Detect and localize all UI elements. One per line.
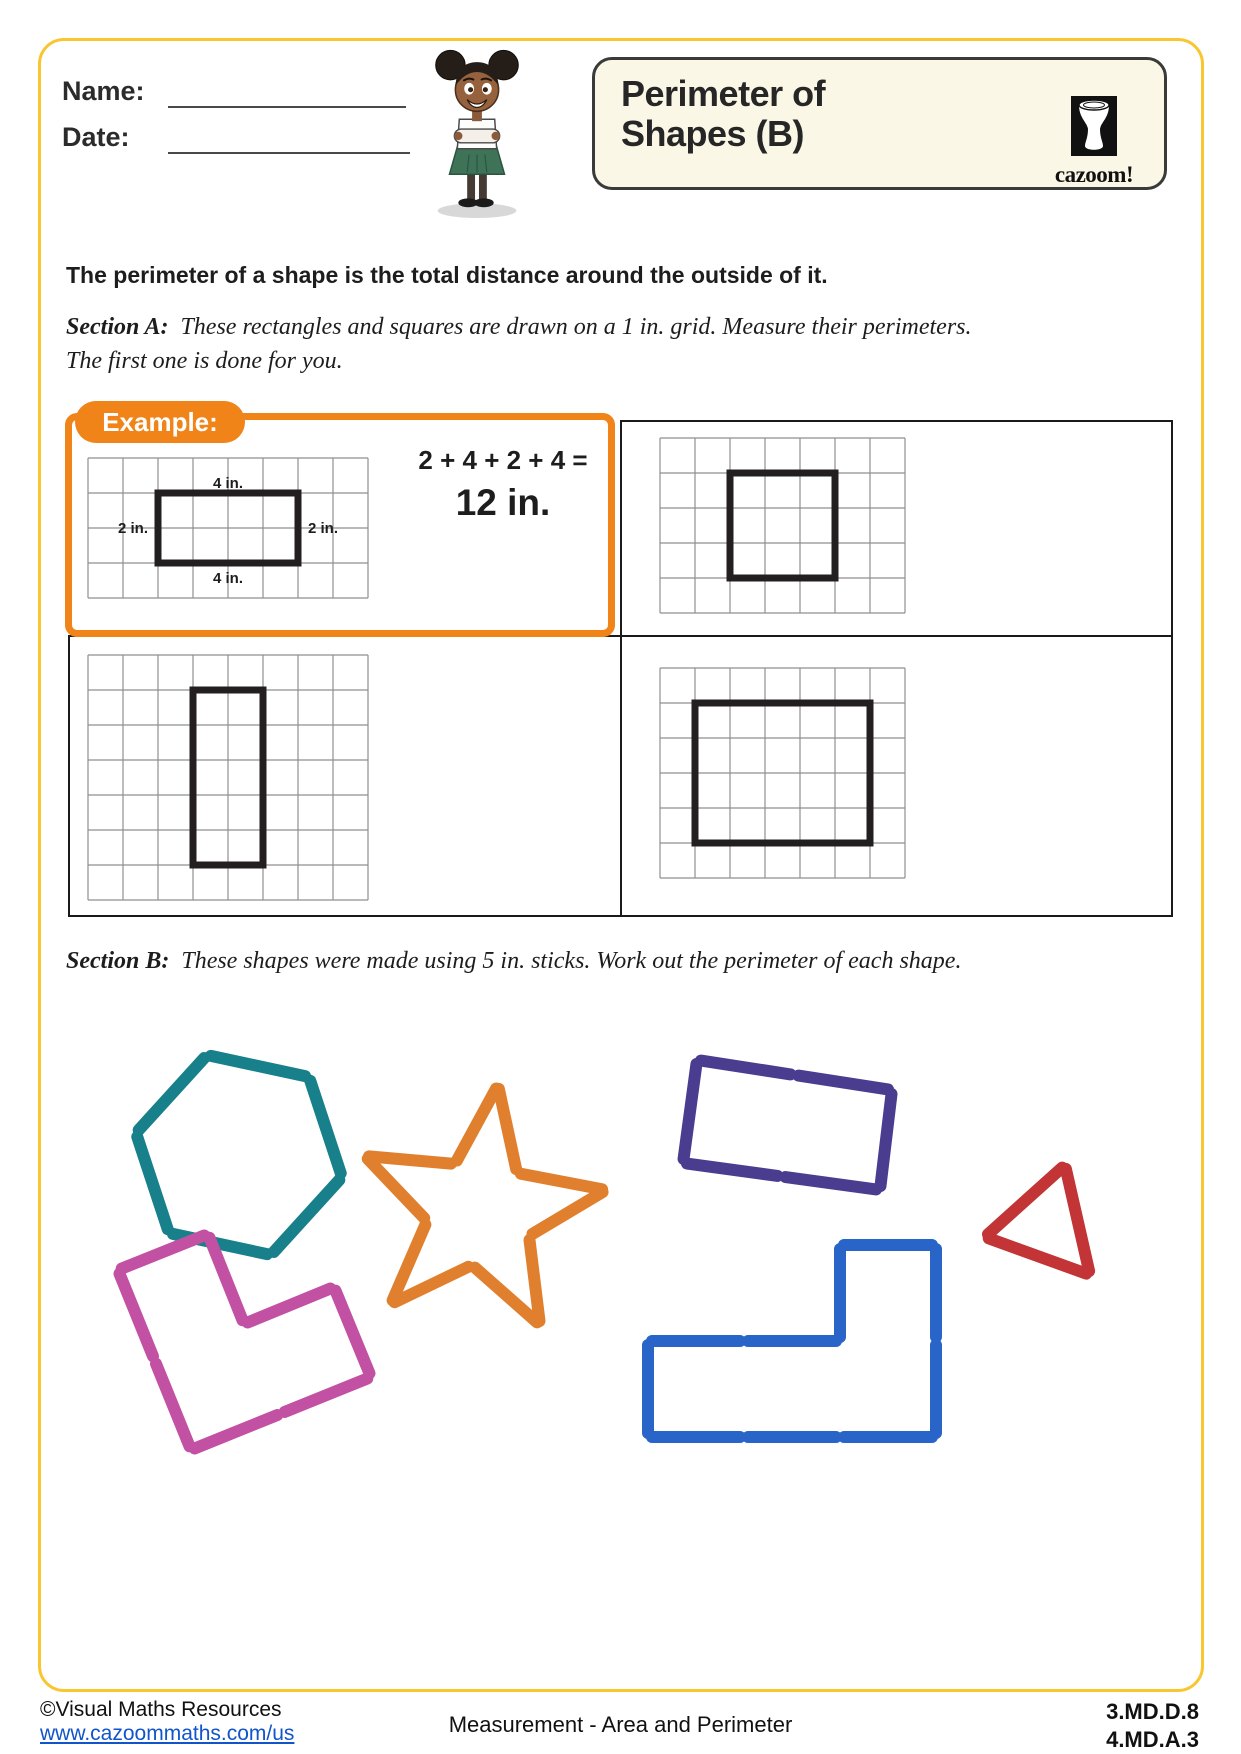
- stick: [521, 1174, 602, 1189]
- grid-1-shape: [730, 473, 835, 578]
- stick-shape-triangle: [988, 1168, 1089, 1274]
- name-label: Name:: [62, 76, 145, 106]
- grid-1: [660, 438, 905, 613]
- footer-standards: [1106, 1698, 1199, 1754]
- stick: [701, 1061, 791, 1075]
- name-input-line: [168, 76, 406, 108]
- stick-shape-star: [368, 1089, 603, 1323]
- page-title-line2: Shapes (B): [621, 113, 805, 155]
- dimension-label: 4 in.: [212, 475, 244, 492]
- section-a-label: Section A:: [66, 314, 169, 340]
- section-a-instructions-line2: The first one is done for you.: [66, 348, 343, 374]
- stick: [368, 1159, 424, 1218]
- footer-copyright: ©Visual Maths Resources: [40, 1698, 282, 1721]
- stick: [457, 1089, 496, 1161]
- stick: [785, 1177, 876, 1189]
- section-b-instructions: These shapes were made using 5 in. sticks. Work out the perimeter of each shape.: [181, 948, 962, 974]
- stick: [156, 1364, 189, 1447]
- stick-shape-rectangle: [684, 1061, 892, 1190]
- section-a-instructions: These rectangles and squares are drawn on a 1 in. grid. Measure their perimeters.: [180, 314, 972, 340]
- stick-shape-l-shape-blue: [648, 1245, 936, 1437]
- stick: [880, 1094, 891, 1186]
- dimension-label: 2 in.: [307, 520, 339, 537]
- stick: [475, 1268, 537, 1323]
- footer-standard-2: 4.MD.A.3: [1106, 1727, 1199, 1753]
- stick: [122, 1235, 205, 1268]
- stick: [120, 1274, 153, 1357]
- page-title: [621, 74, 825, 155]
- girl-illustration: [418, 44, 536, 225]
- stick: [310, 1081, 340, 1173]
- stick: [248, 1289, 331, 1323]
- stick: [369, 1156, 451, 1163]
- stick: [798, 1076, 888, 1090]
- section-a-table: [68, 407, 1173, 917]
- section-b-label: Section B:: [66, 948, 170, 974]
- grid-3: [660, 668, 905, 878]
- section-a-heading: [66, 314, 1166, 341]
- example-working: [408, 445, 598, 524]
- stick: [499, 1089, 516, 1169]
- stick-shape-l-shape-pink: [120, 1235, 370, 1448]
- footer-url-link[interactable]: www.cazoommaths.com/us: [40, 1722, 295, 1745]
- cazoom-logo: [1046, 96, 1142, 188]
- dimension-label: 2 in.: [117, 520, 149, 537]
- intro-text: The perimeter of a shape is the total distance around the outside of it.: [66, 262, 828, 288]
- stick: [1066, 1169, 1089, 1271]
- stick: [989, 1238, 1086, 1273]
- date-label: Date:: [62, 122, 130, 152]
- section-b-heading: [66, 948, 1176, 975]
- stick-shape-hexagon: [137, 1056, 340, 1254]
- girl-illustration-svg: [418, 44, 536, 220]
- example-answer: 12 in.: [455, 482, 551, 523]
- stick: [532, 1192, 602, 1234]
- logo-text: cazoom!: [1054, 162, 1134, 187]
- stick: [137, 1137, 167, 1229]
- stick: [274, 1180, 340, 1252]
- stick: [684, 1064, 697, 1159]
- stick: [195, 1415, 278, 1448]
- section-b-shapes: [60, 1000, 1180, 1495]
- footer-center: Measurement - Area and Perimeter: [448, 1712, 793, 1737]
- stick: [285, 1379, 368, 1412]
- stick: [687, 1164, 778, 1176]
- example-tab: Example:: [75, 401, 245, 443]
- stick: [336, 1291, 370, 1374]
- dimension-label: 4 in.: [212, 570, 244, 587]
- stick-shapes-svg: [60, 1000, 1180, 1490]
- stick: [139, 1058, 205, 1130]
- example-equation: 2 + 4 + 2 + 4 =: [418, 445, 588, 475]
- logo-drum-icon: [1071, 96, 1117, 156]
- stick: [988, 1168, 1062, 1235]
- date-input-line: [168, 122, 410, 154]
- stick: [529, 1240, 539, 1321]
- grid-2: [88, 655, 368, 900]
- page-title-line1: Perimeter of: [621, 73, 826, 114]
- footer-standard-1: 3.MD.D.8: [1106, 1699, 1199, 1724]
- stick: [211, 1056, 305, 1076]
- title-box: [592, 57, 1167, 190]
